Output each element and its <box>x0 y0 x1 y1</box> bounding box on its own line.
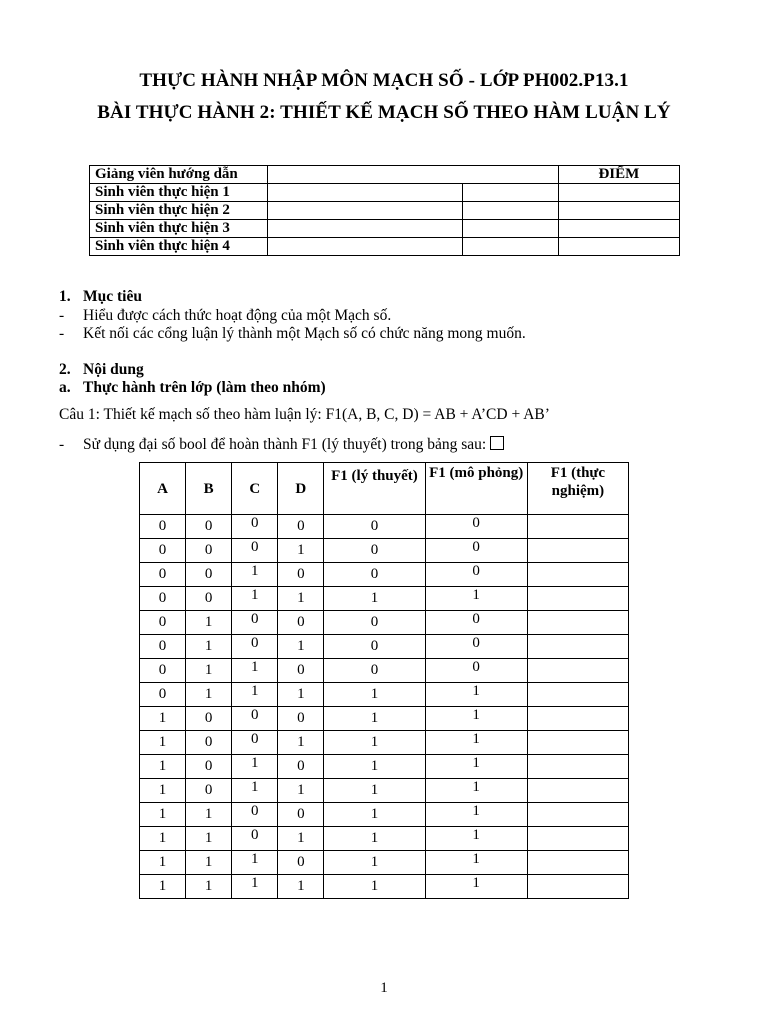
cell-a: 0 <box>140 659 186 683</box>
cell-f1-theory: 1 <box>324 683 425 707</box>
lab-title: BÀI THỰC HÀNH 2: THIẾT KẾ MẠCH SỐ THEO HÀM LUẬN LÝ <box>97 102 671 123</box>
truth-table-body <box>140 515 629 899</box>
cell-d: 0 <box>278 755 324 779</box>
cell-c: 0 <box>232 803 278 827</box>
column-header: A <box>140 463 186 515</box>
bullet-mark: - <box>59 325 65 342</box>
table-row <box>140 635 629 659</box>
cell-f1-theory: 0 <box>324 635 425 659</box>
score-label: ĐIỂM <box>558 166 679 184</box>
cell-d: 1 <box>278 731 324 755</box>
cell-c: 0 <box>232 515 278 539</box>
truth-table-header <box>140 463 629 515</box>
cell-f1-theory: 1 <box>324 587 425 611</box>
info-label: Sinh viên thực hiện 4 <box>90 238 268 256</box>
section-number: 2. <box>59 361 71 378</box>
table-row <box>140 539 629 563</box>
cell-c: 1 <box>232 563 278 587</box>
table-row <box>140 587 629 611</box>
cell-a: 1 <box>140 803 186 827</box>
cell-b: 0 <box>186 563 232 587</box>
cell-f1-theory: 1 <box>324 827 425 851</box>
table-row <box>140 515 629 539</box>
section-title: Nội dung <box>83 361 144 378</box>
cell-c: 0 <box>232 707 278 731</box>
info-row-student-4 <box>90 238 680 256</box>
cell-a: 1 <box>140 707 186 731</box>
subsection-mark: a. <box>59 379 71 396</box>
cell-a: 0 <box>140 587 186 611</box>
cell-f1-experiment[interactable] <box>527 755 628 779</box>
column-header: D <box>278 463 324 515</box>
section-2-heading <box>59 361 144 379</box>
cell-f1-theory: 1 <box>324 851 425 875</box>
cell-f1-simulation: 1 <box>425 875 527 899</box>
cell-b: 1 <box>186 659 232 683</box>
cell-f1-simulation: 1 <box>425 707 527 731</box>
info-label: Sinh viên thực hiện 2 <box>90 202 268 220</box>
table-row <box>140 803 629 827</box>
truth-table <box>139 462 629 899</box>
info-value-cell[interactable] <box>268 220 462 238</box>
cell-f1-theory: 1 <box>324 731 425 755</box>
bullet-item <box>59 307 391 325</box>
cell-b: 0 <box>186 587 232 611</box>
cell-f1-simulation: 1 <box>425 779 527 803</box>
cell-f1-theory: 0 <box>324 563 425 587</box>
bullet-text: Hiểu được cách thức hoạt động của một Mạch số. <box>83 307 392 324</box>
cell-c: 0 <box>232 635 278 659</box>
cell-f1-theory: 1 <box>324 779 425 803</box>
column-header: B <box>186 463 232 515</box>
cell-b: 0 <box>186 731 232 755</box>
score-cell[interactable] <box>558 184 679 202</box>
cell-a: 0 <box>140 515 186 539</box>
cell-c: 1 <box>232 587 278 611</box>
cell-d: 1 <box>278 683 324 707</box>
cell-f1-theory: 1 <box>324 755 425 779</box>
table-row <box>140 707 629 731</box>
section-number: 1. <box>59 288 71 305</box>
cell-c: 0 <box>232 827 278 851</box>
info-table <box>89 165 680 256</box>
cell-f1-simulation: 0 <box>425 659 527 683</box>
cell-c: 0 <box>232 611 278 635</box>
cell-f1-experiment[interactable] <box>527 851 628 875</box>
bullet-item <box>59 325 526 343</box>
cell-d: 0 <box>278 611 324 635</box>
cell-f1-experiment[interactable] <box>527 659 628 683</box>
cell-b: 0 <box>186 515 232 539</box>
info-value-cell[interactable] <box>462 238 558 256</box>
cell-c: 1 <box>232 779 278 803</box>
info-value-cell[interactable] <box>268 202 462 220</box>
cell-d: 1 <box>278 635 324 659</box>
bullet-mark: - <box>59 307 65 324</box>
cell-d: 0 <box>278 707 324 731</box>
table-row <box>140 851 629 875</box>
cell-b: 1 <box>186 851 232 875</box>
cell-b: 1 <box>186 803 232 827</box>
cell-f1-experiment[interactable] <box>527 731 628 755</box>
cell-a: 1 <box>140 731 186 755</box>
cell-b: 1 <box>186 635 232 659</box>
cell-d: 1 <box>278 539 324 563</box>
cell-a: 1 <box>140 779 186 803</box>
cell-b: 1 <box>186 827 232 851</box>
cell-f1-theory: 1 <box>324 875 425 899</box>
cell-b: 1 <box>186 875 232 899</box>
cell-b: 1 <box>186 611 232 635</box>
cell-d: 0 <box>278 803 324 827</box>
column-header: F1 (thực nghiệm) <box>527 463 628 515</box>
cell-f1-simulation: 1 <box>425 587 527 611</box>
cell-d: 0 <box>278 563 324 587</box>
cell-d: 1 <box>278 827 324 851</box>
cell-d: 0 <box>278 851 324 875</box>
cell-b: 0 <box>186 779 232 803</box>
cell-d: 1 <box>278 587 324 611</box>
table-row <box>140 683 629 707</box>
cell-f1-experiment[interactable] <box>527 803 628 827</box>
cell-f1-simulation: 1 <box>425 803 527 827</box>
info-row-student-1 <box>90 184 680 202</box>
column-header: F1 (lý thuyết) <box>324 463 425 515</box>
info-value-cell[interactable] <box>462 202 558 220</box>
cell-f1-experiment[interactable] <box>527 707 628 731</box>
info-row-student-2 <box>90 202 680 220</box>
cell-f1-theory: 1 <box>324 803 425 827</box>
page-number: 1 <box>380 980 388 996</box>
cell-c: 1 <box>232 755 278 779</box>
info-value-cell[interactable] <box>268 166 558 184</box>
info-label: Sinh viên thực hiện 3 <box>90 220 268 238</box>
column-header: C <box>232 463 278 515</box>
cell-f1-simulation: 0 <box>425 635 527 659</box>
table-row <box>140 755 629 779</box>
bullet-mark: - <box>59 436 65 453</box>
info-value-cell[interactable] <box>462 220 558 238</box>
cell-f1-experiment[interactable] <box>527 827 628 851</box>
subsection-title: Thực hành trên lớp (làm theo nhóm) <box>83 379 326 396</box>
cell-f1-experiment[interactable] <box>527 587 628 611</box>
info-label: Sinh viên thực hiện 1 <box>90 184 268 202</box>
question-text: Câu 1: Thiết kế mạch số theo hàm luận lý: F1(A, B, C, D) = AB + A’CD + AB’ <box>59 406 550 423</box>
cell-d: 0 <box>278 659 324 683</box>
cell-b: 0 <box>186 755 232 779</box>
cell-f1-experiment[interactable] <box>527 563 628 587</box>
cell-c: 1 <box>232 683 278 707</box>
cell-f1-simulation: 0 <box>425 515 527 539</box>
score-cell[interactable] <box>558 220 679 238</box>
cell-a: 1 <box>140 755 186 779</box>
cell-f1-experiment[interactable] <box>527 515 628 539</box>
table-row <box>140 611 629 635</box>
section-title: Mục tiêu <box>83 288 142 305</box>
cell-d: 0 <box>278 515 324 539</box>
section-1-heading <box>59 288 142 306</box>
cell-d: 1 <box>278 875 324 899</box>
cell-c: 0 <box>232 539 278 563</box>
info-label: Giảng viên hướng dẫn <box>90 166 268 184</box>
cell-f1-simulation: 1 <box>425 851 527 875</box>
cell-a: 1 <box>140 875 186 899</box>
table-row <box>140 731 629 755</box>
cell-f1-experiment[interactable] <box>527 611 628 635</box>
score-cell[interactable] <box>558 202 679 220</box>
cell-f1-experiment[interactable] <box>527 683 628 707</box>
checkbox[interactable] <box>490 436 504 450</box>
cell-c: 1 <box>232 875 278 899</box>
cell-c: 1 <box>232 659 278 683</box>
info-value-cell[interactable] <box>462 184 558 202</box>
instruction-text: Sử dụng đại số bool để hoàn thành F1 (lý thuyết) trong bảng sau: <box>83 436 487 453</box>
cell-d: 1 <box>278 779 324 803</box>
cell-a: 0 <box>140 683 186 707</box>
info-value-cell[interactable] <box>268 184 462 202</box>
cell-a: 0 <box>140 539 186 563</box>
cell-f1-experiment[interactable] <box>527 875 628 899</box>
cell-a: 0 <box>140 563 186 587</box>
cell-b: 1 <box>186 683 232 707</box>
cell-f1-simulation: 1 <box>425 755 527 779</box>
cell-c: 0 <box>232 731 278 755</box>
cell-c: 1 <box>232 851 278 875</box>
cell-f1-simulation: 1 <box>425 683 527 707</box>
cell-f1-theory: 0 <box>324 539 425 563</box>
cell-f1-theory: 0 <box>324 659 425 683</box>
cell-f1-simulation: 0 <box>425 563 527 587</box>
info-row-student-3 <box>90 220 680 238</box>
column-header: F1 (mô phỏng) <box>425 463 527 515</box>
table-row <box>140 779 629 803</box>
table-row <box>140 875 629 899</box>
cell-f1-theory: 0 <box>324 611 425 635</box>
cell-f1-simulation: 0 <box>425 611 527 635</box>
table-row <box>140 827 629 851</box>
cell-a: 1 <box>140 827 186 851</box>
subsection-heading <box>59 379 326 397</box>
cell-f1-theory: 0 <box>324 515 425 539</box>
score-cell[interactable] <box>558 238 679 256</box>
cell-f1-simulation: 0 <box>425 539 527 563</box>
table-row <box>140 563 629 587</box>
table-row <box>140 659 629 683</box>
cell-a: 1 <box>140 851 186 875</box>
info-row-instructor <box>90 166 680 184</box>
instruction-line <box>59 436 504 454</box>
cell-f1-theory: 1 <box>324 707 425 731</box>
cell-b: 0 <box>186 539 232 563</box>
cell-f1-experiment[interactable] <box>527 539 628 563</box>
cell-f1-simulation: 1 <box>425 827 527 851</box>
cell-a: 0 <box>140 635 186 659</box>
cell-f1-simulation: 1 <box>425 731 527 755</box>
bullet-text: Kết nối các cổng luận lý thành một Mạch số có chức năng mong muốn. <box>83 325 526 342</box>
page-title: THỰC HÀNH NHẬP MÔN MẠCH SỐ - LỚP PH002.P13.1 <box>139 70 629 91</box>
info-value-cell[interactable] <box>268 238 462 256</box>
cell-f1-experiment[interactable] <box>527 779 628 803</box>
cell-a: 0 <box>140 611 186 635</box>
cell-b: 0 <box>186 707 232 731</box>
cell-f1-experiment[interactable] <box>527 635 628 659</box>
